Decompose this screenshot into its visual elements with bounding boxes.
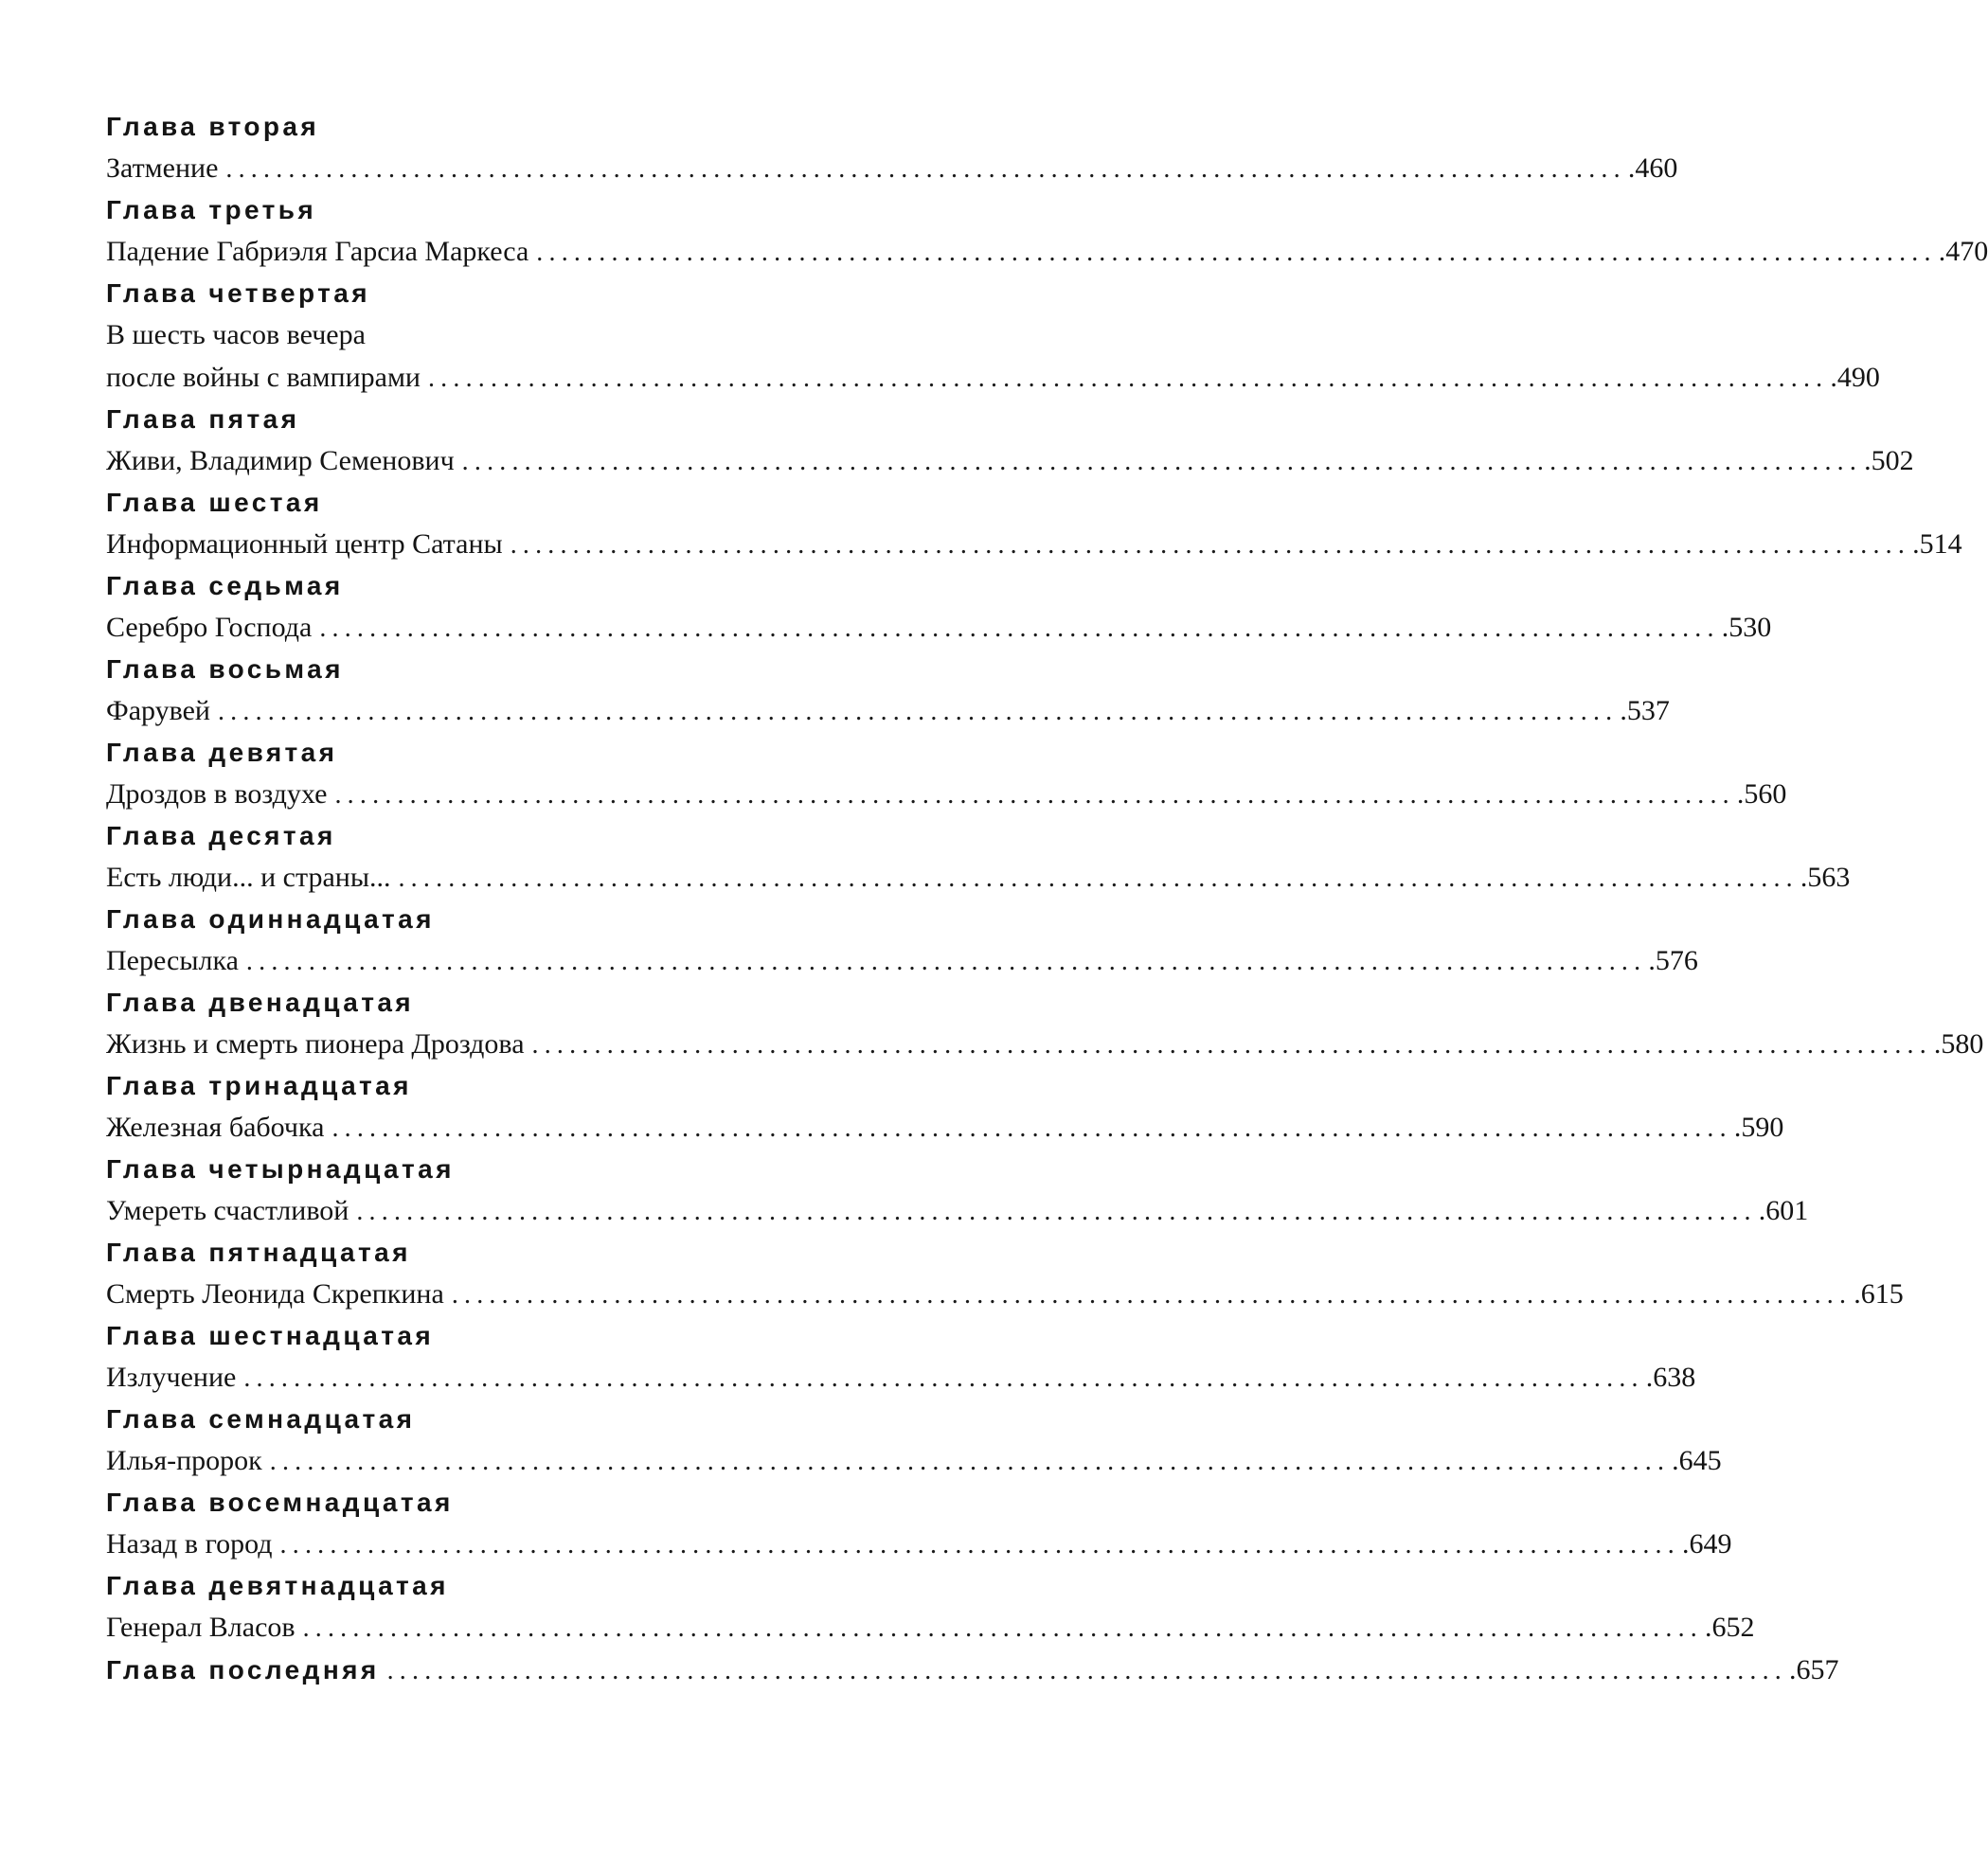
- page-number: .590: [1733, 1112, 1784, 1143]
- dot-leader: ................................................................................................................: [243, 1364, 1644, 1393]
- toc-entry: [106, 1232, 1904, 1315]
- chapter-title: Железная бабочка: [106, 1112, 325, 1143]
- toc-line[interactable]: [106, 939, 1698, 982]
- toc-entry: [106, 565, 1772, 649]
- chapter-title: Затмение: [106, 152, 219, 184]
- dot-leader: ................................................................................................................: [217, 697, 1619, 726]
- chapter-title: Падение Габриэля Гарсиа Маркеса: [106, 236, 529, 267]
- dot-leader: ................................................................................................................: [334, 780, 1735, 810]
- chapter-title: Пересылка: [106, 945, 239, 976]
- chapter-title-line1: В шесть часов вечера: [106, 319, 366, 350]
- toc-line[interactable]: [106, 356, 1880, 399]
- toc-line[interactable]: [106, 1189, 1809, 1232]
- page-number: .645: [1672, 1445, 1722, 1476]
- chapter-heading: Глава девятнадцатая: [106, 1571, 449, 1600]
- chapter-title: Живи, Владимир Семенович: [106, 445, 455, 476]
- chapter-title: Смерть Леонида Скрепкина: [106, 1278, 444, 1310]
- page-number: .638: [1645, 1362, 1696, 1393]
- toc-line[interactable]: [106, 606, 1772, 649]
- chapter-title: Серебро Господа: [106, 612, 313, 643]
- chapter-title: Излучение: [106, 1362, 237, 1393]
- page-number: .657: [1789, 1654, 1839, 1685]
- chapter-title: Есть люди... и страны...: [106, 862, 391, 893]
- chapter-title: Дроздов в воздухе: [106, 778, 328, 810]
- toc-entry: [106, 649, 1670, 732]
- page-number: .601: [1758, 1195, 1809, 1226]
- chapter-heading: Глава восьмая: [106, 654, 344, 684]
- toc-line[interactable]: [106, 1606, 1755, 1649]
- toc-entry: [106, 899, 1698, 982]
- toc-entry-final: [106, 1649, 1839, 1691]
- chapter-heading: Глава двенадцатая: [106, 988, 415, 1017]
- page-number: .652: [1704, 1612, 1755, 1643]
- dot-leader: ................................................................................................................: [225, 154, 1626, 184]
- page-number: .502: [1864, 445, 1914, 476]
- toc-line[interactable]: [106, 1273, 1904, 1315]
- table-of-contents: [106, 106, 1988, 1691]
- dot-leader: ................................................................................................................: [386, 1656, 1788, 1685]
- toc-entry: [106, 1565, 1755, 1649]
- chapter-heading: Глава шестая: [106, 488, 323, 517]
- toc-entry: [106, 273, 1880, 399]
- chapter-title: Фарувей: [106, 695, 210, 726]
- toc-entry: [106, 1399, 1722, 1482]
- chapter-heading: Глава одиннадцатая: [106, 904, 435, 934]
- chapter-title: Генерал Власов: [106, 1612, 296, 1643]
- toc-line[interactable]: [106, 689, 1670, 732]
- dot-leader: ................................................................................................................: [461, 447, 1863, 476]
- page-number: .615: [1854, 1278, 1904, 1310]
- dot-leader: ................................................................................................................: [451, 1280, 1853, 1310]
- toc-line[interactable]: [106, 230, 1988, 273]
- toc-entry: [106, 106, 1678, 189]
- chapter-title: Жизнь и смерть пионера Дроздова: [106, 1028, 525, 1060]
- page-number: .470: [1938, 236, 1988, 267]
- dot-leader: ................................................................................................................: [510, 530, 1911, 560]
- chapter-heading: Глава четырнадцатая: [106, 1154, 455, 1184]
- page-number: .460: [1627, 152, 1678, 184]
- toc-line[interactable]: [106, 439, 1914, 482]
- toc-line[interactable]: [106, 1023, 1984, 1065]
- chapter-heading: Глава вторая: [106, 112, 320, 141]
- chapter-heading: Глава четвертая: [106, 278, 370, 308]
- toc-line[interactable]: [106, 856, 1851, 899]
- page-number: .580: [1933, 1028, 1984, 1060]
- toc-line[interactable]: [106, 1106, 1784, 1149]
- chapter-heading: Глава восемнадцатая: [106, 1488, 454, 1517]
- toc-entry: [106, 482, 1962, 565]
- toc-line[interactable]: [106, 1356, 1696, 1399]
- chapter-heading: Глава десятая: [106, 821, 336, 850]
- page-number: .537: [1620, 695, 1670, 726]
- page-number: .560: [1736, 778, 1787, 810]
- dot-leader: ................................................................................................................: [245, 947, 1647, 976]
- page-number: .514: [1912, 528, 1962, 560]
- dot-leader: ................................................................................................................: [398, 864, 1799, 893]
- page-number: .530: [1721, 612, 1772, 643]
- page-number: .563: [1800, 862, 1851, 893]
- chapter-heading: Глава тринадцатая: [106, 1071, 412, 1100]
- dot-leader: ................................................................................................................: [279, 1530, 1680, 1560]
- chapter-title: Информационный центр Сатаны: [106, 528, 503, 560]
- toc-entry: [106, 815, 1851, 899]
- dot-leader: ................................................................................................................: [356, 1197, 1757, 1226]
- chapter-heading: Глава пятнадцатая: [106, 1238, 411, 1267]
- toc-entry: [106, 189, 1988, 273]
- page-number: .576: [1648, 945, 1698, 976]
- toc-line[interactable]: [106, 1439, 1722, 1482]
- toc-line[interactable]: [106, 147, 1678, 189]
- toc-entry: [106, 1149, 1809, 1232]
- chapter-heading: Глава семнадцатая: [106, 1404, 416, 1434]
- dot-leader: ................................................................................................................: [302, 1613, 1703, 1643]
- toc-entry: [106, 1065, 1784, 1149]
- toc-entry: [106, 399, 1914, 482]
- dot-leader: ................................................................................................................: [319, 614, 1720, 643]
- toc-entry: [106, 1482, 1732, 1565]
- chapter-heading: Глава третья: [106, 195, 317, 224]
- page-number: .490: [1830, 362, 1880, 393]
- chapter-title: Умереть счастливой: [106, 1195, 349, 1226]
- chapter-heading: Глава пятая: [106, 404, 300, 434]
- chapter-heading: Глава последняя: [106, 1655, 380, 1685]
- chapter-heading: Глава девятая: [106, 738, 338, 767]
- toc-entry: [106, 732, 1787, 815]
- toc-line[interactable]: [106, 523, 1962, 565]
- chapter-title: Илья-пророк: [106, 1445, 262, 1476]
- toc-line[interactable]: [106, 773, 1787, 815]
- dot-leader: ................................................................................................................: [531, 1030, 1932, 1060]
- chapter-title: Назад в город: [106, 1528, 273, 1560]
- toc-entry: [106, 982, 1984, 1065]
- chapter-title: после войны с вампирами: [106, 362, 421, 393]
- dot-leader: ................................................................................................................: [427, 364, 1829, 393]
- toc-line[interactable]: [106, 1523, 1732, 1565]
- chapter-heading: Глава седьмая: [106, 571, 344, 600]
- toc-entry: [106, 1315, 1696, 1399]
- dot-leader: ................................................................................................................: [536, 238, 1937, 267]
- toc-line[interactable]: [106, 1649, 1839, 1691]
- chapter-heading: Глава шестнадцатая: [106, 1321, 435, 1350]
- dot-leader: ................................................................................................................: [331, 1114, 1732, 1143]
- page-number: .649: [1681, 1528, 1732, 1560]
- dot-leader: ................................................................................................................: [269, 1447, 1671, 1476]
